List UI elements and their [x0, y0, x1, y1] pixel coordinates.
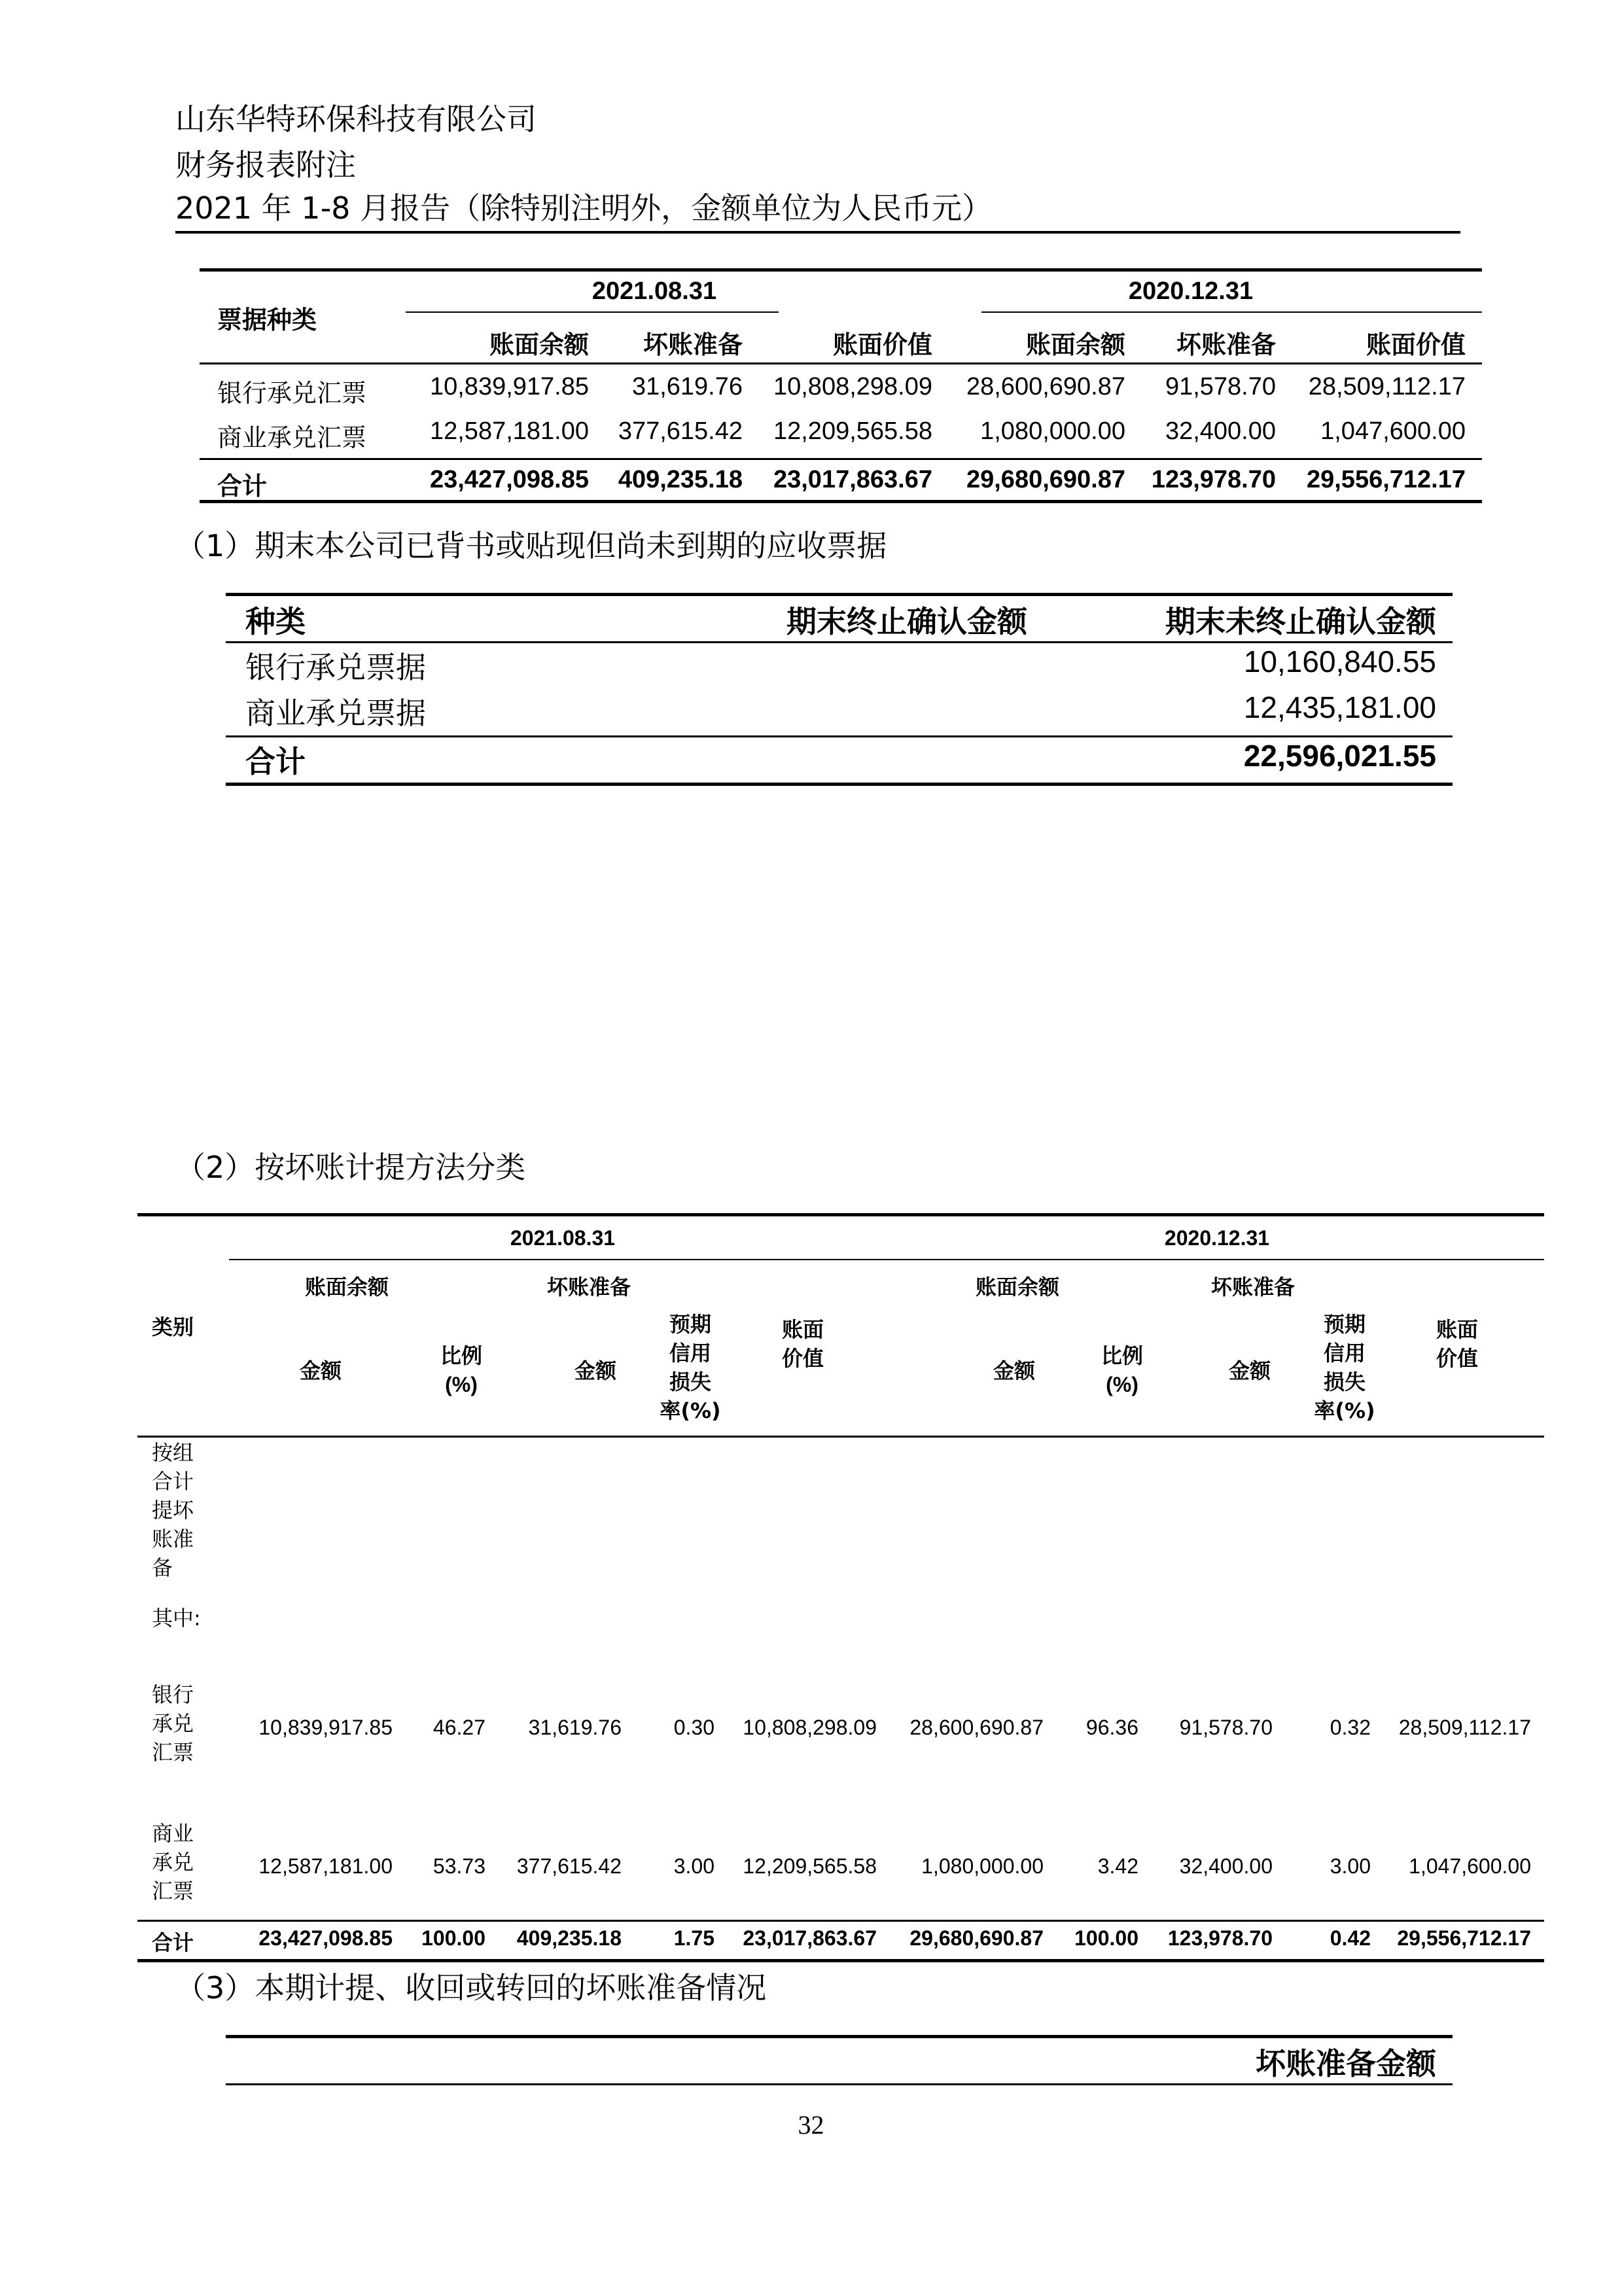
table3-total-cell: 29,556,712.17 — [1397, 1926, 1531, 1950]
table3-cell: 1,080,000.00 — [921, 1854, 1044, 1878]
table2-total-label: 合计 — [245, 744, 306, 779]
ecl-line: 率(%) — [660, 1398, 721, 1423]
table2-cell: 10,160,840.55 — [1243, 645, 1436, 679]
table4-header-rule — [226, 2083, 1453, 2085]
table1-total-cell: 29,680,690.87 — [966, 466, 1125, 493]
table2-top-rule — [226, 593, 1453, 596]
table3-total-cell: 1.75 — [673, 1926, 714, 1950]
table3-amount-head: 金额 — [299, 1358, 342, 1383]
table3-total-cell: 23,427,098.85 — [258, 1926, 393, 1950]
table1-cell: 32,400.00 — [1165, 417, 1276, 445]
ecl-line: 率(%) — [1314, 1398, 1375, 1423]
ratio-label: 比例 — [1101, 1343, 1143, 1368]
table3-total-cell: 0.42 — [1330, 1926, 1371, 1950]
table3-cell: 12,587,181.00 — [258, 1854, 393, 1878]
table3-cell: 28,600,690.87 — [909, 1716, 1044, 1739]
ecl-line: 预期 — [669, 1312, 711, 1337]
table2-col-type: 种类 — [245, 604, 306, 639]
section1-title: （1）期末本公司已背书或贴现但尚未到期的应收票据 — [175, 528, 887, 563]
table2-total-cell: 22,596,021.55 — [1243, 739, 1436, 773]
table1-sub-book-value-1: 账面价值 — [832, 330, 932, 359]
row-label-line: 汇票 — [152, 1879, 194, 1903]
table2-total-rule — [226, 735, 1453, 737]
ecl-line: 损失 — [669, 1369, 711, 1394]
table2-bottom-rule — [226, 783, 1453, 786]
ratio-unit: (%) — [1106, 1373, 1138, 1396]
table1-cell: 377,615.42 — [618, 417, 743, 445]
table1-total-label: 合计 — [217, 472, 268, 501]
table3-total-cell: 23,017,863.67 — [743, 1926, 877, 1950]
book-value-line: 账面 — [1436, 1317, 1479, 1342]
table1-cell: 10,839,917.85 — [429, 373, 589, 400]
ratio-unit: (%) — [445, 1373, 478, 1396]
table1-cell: 1,047,600.00 — [1320, 417, 1466, 445]
book-value-line: 价值 — [1436, 1346, 1479, 1371]
table1-cell: 31,619.76 — [631, 373, 743, 400]
table3-total-label: 合计 — [152, 1930, 194, 1955]
table3-period2: 2020.12.31 — [1164, 1226, 1270, 1250]
table1-header-rule — [200, 362, 1482, 364]
ratio-label: 比例 — [440, 1343, 482, 1368]
table2-header-rule — [226, 641, 1453, 643]
table1-row-label: 银行承兑汇票 — [217, 379, 367, 408]
table1-period1-rule — [406, 311, 779, 313]
table3-cell: 10,839,917.85 — [258, 1716, 393, 1739]
table3-bad-debt-head-2: 坏账准备 — [1210, 1275, 1295, 1299]
page-number: 32 — [798, 2110, 824, 2140]
table3-row-label — [152, 1819, 211, 1905]
table3-ecl-head — [654, 1310, 726, 1425]
table3-cell: 46.27 — [432, 1716, 485, 1739]
table3-total-cell: 29,680,690.87 — [909, 1926, 1044, 1950]
table1-period2-rule — [981, 311, 1482, 313]
table3-ratio-head — [425, 1341, 497, 1399]
document-title: 财务报表附注 — [175, 147, 356, 183]
table1-bottom-rule — [200, 500, 1482, 503]
table3-cell: 32,400.00 — [1179, 1854, 1273, 1878]
table3-ratio-head — [1086, 1341, 1158, 1399]
table1-sub-book-balance-1: 账面余额 — [489, 330, 589, 359]
table3-period1: 2021.08.31 — [510, 1226, 616, 1250]
table1-cell: 1,080,000.00 — [980, 417, 1125, 445]
table1-sub-bad-debt-1: 坏账准备 — [643, 330, 743, 359]
table3-bottom-rule — [137, 1959, 1544, 1962]
table1-col-type: 票据种类 — [217, 306, 317, 334]
table3-amount-head: 金额 — [993, 1358, 1035, 1383]
table4-col-amount: 坏账准备金额 — [1256, 2046, 1436, 2081]
table1-total-cell: 409,235.18 — [618, 466, 743, 493]
table1-cell: 10,808,298.09 — [773, 373, 932, 400]
ecl-line: 损失 — [1323, 1369, 1366, 1394]
table1-sub-bad-debt-2: 坏账准备 — [1176, 330, 1276, 359]
table3-book-balance-head-2: 账面余额 — [975, 1275, 1059, 1299]
table3-total-rule — [137, 1920, 1544, 1922]
company-name: 山东华特环保科技有限公司 — [175, 101, 537, 137]
table3-total-cell: 123,978.70 — [1167, 1926, 1273, 1950]
table3-amount-head: 金额 — [1228, 1358, 1271, 1383]
section2-title: （2）按坏账计提方法分类 — [175, 1150, 526, 1185]
table3-row-label — [152, 1680, 211, 1767]
table3-of-which: 其中: — [152, 1606, 201, 1631]
table2-row-label: 银行承兑票据 — [245, 650, 426, 685]
table1-cell: 28,509,112.17 — [1308, 373, 1466, 400]
group-label-line: 合计 — [152, 1469, 194, 1494]
table3-cell: 31,619.76 — [528, 1716, 622, 1739]
ecl-line: 信用 — [1323, 1341, 1366, 1366]
table3-period2-rule — [903, 1259, 1544, 1260]
table1-cell: 28,600,690.87 — [966, 373, 1125, 400]
table3-cell: 1,047,600.00 — [1409, 1854, 1531, 1878]
report-period: 2021 年 1-8 月报告（除特别注明外，金额单位为人民币元） — [175, 190, 993, 226]
table1-cell: 12,209,565.58 — [773, 417, 932, 445]
table1-total-cell: 123,978.70 — [1151, 466, 1276, 493]
table3-period1-rule — [229, 1259, 929, 1260]
table1-sub-book-value-2: 账面价值 — [1366, 330, 1466, 359]
table2-col-not-derecognized: 期末未终止确认金额 — [1165, 604, 1436, 639]
table1-top-rule — [200, 268, 1482, 272]
table3-total-cell: 100.00 — [1074, 1926, 1138, 1950]
table3-book-balance-head-1: 账面余额 — [304, 1275, 389, 1299]
section3-title: （3）本期计提、收回或转回的坏账准备情况 — [175, 1970, 767, 2005]
table3-cell: 377,615.42 — [516, 1854, 622, 1878]
table3-cell: 3.00 — [1330, 1854, 1371, 1878]
book-value-line: 价值 — [782, 1346, 824, 1371]
header-rule — [175, 231, 1460, 234]
table3-cell: 96.36 — [1085, 1716, 1138, 1739]
group-label-line: 账准 — [152, 1527, 194, 1551]
table1-row-label: 商业承兑汇票 — [217, 423, 367, 452]
table3-total-cell: 100.00 — [421, 1926, 485, 1950]
table3-cell: 10,808,298.09 — [743, 1716, 877, 1739]
ecl-line: 预期 — [1323, 1312, 1366, 1337]
table1-cell: 91,578.70 — [1165, 373, 1276, 400]
table1-period1: 2021.08.31 — [591, 277, 717, 305]
table3-total-cell: 409,235.18 — [516, 1926, 622, 1950]
group-label-line: 提坏 — [152, 1498, 194, 1523]
row-label-line: 承兑 — [152, 1850, 194, 1875]
table3-book-value-head — [782, 1315, 847, 1373]
table1-total-cell: 23,017,863.67 — [773, 466, 932, 493]
table3-cell: 28,509,112.17 — [1398, 1716, 1531, 1739]
table2-cell: 12,435,181.00 — [1243, 690, 1436, 724]
table3-ecl-head — [1309, 1310, 1381, 1425]
table3-amount-head: 金额 — [574, 1358, 616, 1383]
table3-top-rule — [137, 1213, 1544, 1216]
table3-cell: 91,578.70 — [1179, 1716, 1273, 1739]
row-label-line: 商业 — [152, 1821, 194, 1846]
table3-bad-debt-head-1: 坏账准备 — [546, 1275, 631, 1299]
table1-sub-book-balance-2: 账面余额 — [1025, 330, 1125, 359]
ecl-line: 信用 — [669, 1341, 711, 1366]
table3-col-category: 类别 — [152, 1315, 194, 1339]
table4-top-rule — [226, 2035, 1453, 2038]
table3-group-label — [152, 1438, 211, 1582]
group-label-line: 备 — [152, 1555, 173, 1580]
table1-total-cell: 23,427,098.85 — [429, 466, 589, 493]
table3-cell: 53.73 — [432, 1854, 485, 1878]
table3-book-value-head — [1436, 1315, 1502, 1373]
row-label-line: 汇票 — [152, 1740, 194, 1765]
table3-cell: 12,209,565.58 — [743, 1854, 877, 1878]
table1-cell: 12,587,181.00 — [429, 417, 589, 445]
table3-cell: 0.32 — [1330, 1716, 1371, 1739]
table2-row-label: 商业承兑票据 — [245, 696, 426, 731]
table3-cell: 0.30 — [673, 1716, 714, 1739]
table2-col-derecognized: 期末终止确认金额 — [786, 604, 1027, 639]
row-label-line: 承兑 — [152, 1711, 194, 1736]
row-label-line: 银行 — [152, 1682, 194, 1707]
table3-header-rule — [137, 1436, 1544, 1438]
book-value-line: 账面 — [782, 1317, 824, 1342]
table3-cell: 3.42 — [1097, 1854, 1138, 1878]
group-label-line: 按组 — [152, 1440, 194, 1465]
table1-total-rule — [200, 458, 1482, 460]
table3-cell: 3.00 — [673, 1854, 714, 1878]
table1-total-cell: 29,556,712.17 — [1306, 466, 1466, 493]
table1-period2: 2020.12.31 — [1128, 277, 1254, 305]
